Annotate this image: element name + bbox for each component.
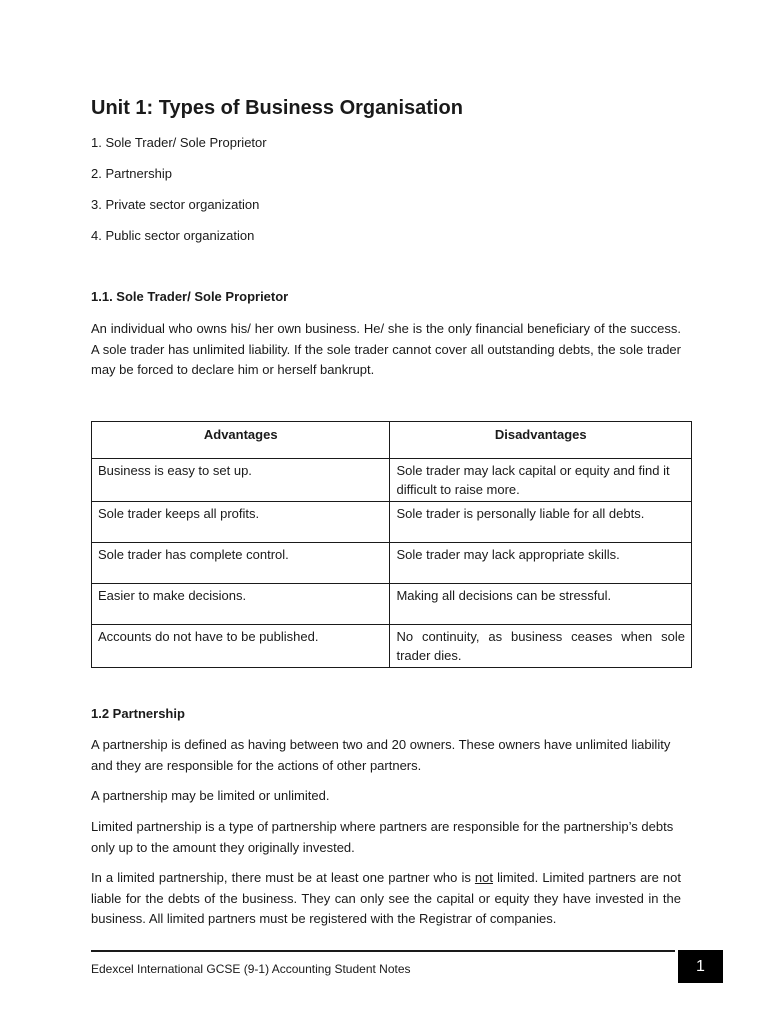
table-cell-disadvantage: Making all decisions can be stressful. — [390, 584, 692, 625]
table-cell-advantage: Sole trader keeps all profits. — [92, 502, 390, 543]
table-row — [92, 459, 692, 502]
advantages-disadvantages-table — [91, 421, 692, 668]
contents-item-sole-trader: 1. Sole Trader/ Sole Proprietor — [91, 135, 267, 150]
table-row — [92, 625, 692, 668]
contents-list — [91, 134, 267, 258]
table-cell-advantage: Sole trader has complete control. — [92, 543, 390, 584]
table-cell-disadvantage: Sole trader is personally liable for all debts. — [390, 502, 692, 543]
paragraph-text-before: In a limited partnership, there must be at least one partner who is — [91, 870, 475, 885]
contents-item-partnership: 2. Partnership — [91, 166, 172, 181]
table-cell-disadvantage: Sole trader may lack capital or equity and find it difficult to raise more. — [390, 459, 692, 502]
partnership-paragraph-limited: Limited partnership is a type of partnership where partners are responsible for the partnership’s debts only up to the amount they originally invested. — [91, 819, 674, 855]
footer-text: Edexcel International GCSE (9-1) Accounting Student Notes — [91, 962, 411, 976]
contents-item-public-sector: 4. Public sector organization — [91, 228, 255, 243]
partnership-paragraph-definition: A partnership is defined as having between two and 20 owners. These owners have unlimited liability and they are responsible for the actions of other partners. — [91, 737, 671, 773]
sole-trader-paragraph: An individual who owns his/ her own business. He/ she is the only financial beneficiary of the success. A sole trader has unlimited liability. If the sole trader cannot cover all outstanding debts, the sole trader may be forced to declare him or herself bankrupt. — [91, 321, 681, 377]
contents-item-private-sector: 3. Private sector organization — [91, 197, 260, 212]
table-header-row — [92, 422, 692, 459]
page-number: 1 — [678, 950, 723, 983]
table-cell-advantage: Easier to make decisions. — [92, 584, 390, 625]
section-heading-sole-trader: 1.1. Sole Trader/ Sole Proprietor — [91, 289, 289, 304]
underlined-word: not — [474, 870, 493, 885]
partnership-paragraph-types: A partnership may be limited or unlimited. — [91, 788, 330, 803]
page-title: Unit 1: Types of Business Organisation — [91, 97, 463, 119]
table-cell-disadvantage: Sole trader may lack appropriate skills. — [390, 543, 692, 584]
partnership-paragraph-limited-partners — [91, 868, 681, 930]
table-cell-advantage: Business is easy to set up. — [92, 459, 390, 502]
footer-divider — [91, 950, 675, 952]
table-cell-advantage: Accounts do not have to be published. — [92, 625, 390, 668]
paragraph-text-after: limited. Limited partners are not liable for the debts of the business. They can only see the capital or equity they have invested in the business. All limited partners must be registered with the Registrar of companies. — [91, 870, 681, 926]
table-row — [92, 584, 692, 625]
table-header-advantages: Advantages — [92, 422, 390, 459]
table-row — [92, 543, 692, 584]
table-row — [92, 502, 692, 543]
section-heading-partnership: 1.2 Partnership — [91, 706, 185, 721]
table-cell-disadvantage: No continuity, as business ceases when sole trader dies. — [390, 625, 692, 668]
table-header-disadvantages: Disadvantages — [390, 422, 692, 459]
